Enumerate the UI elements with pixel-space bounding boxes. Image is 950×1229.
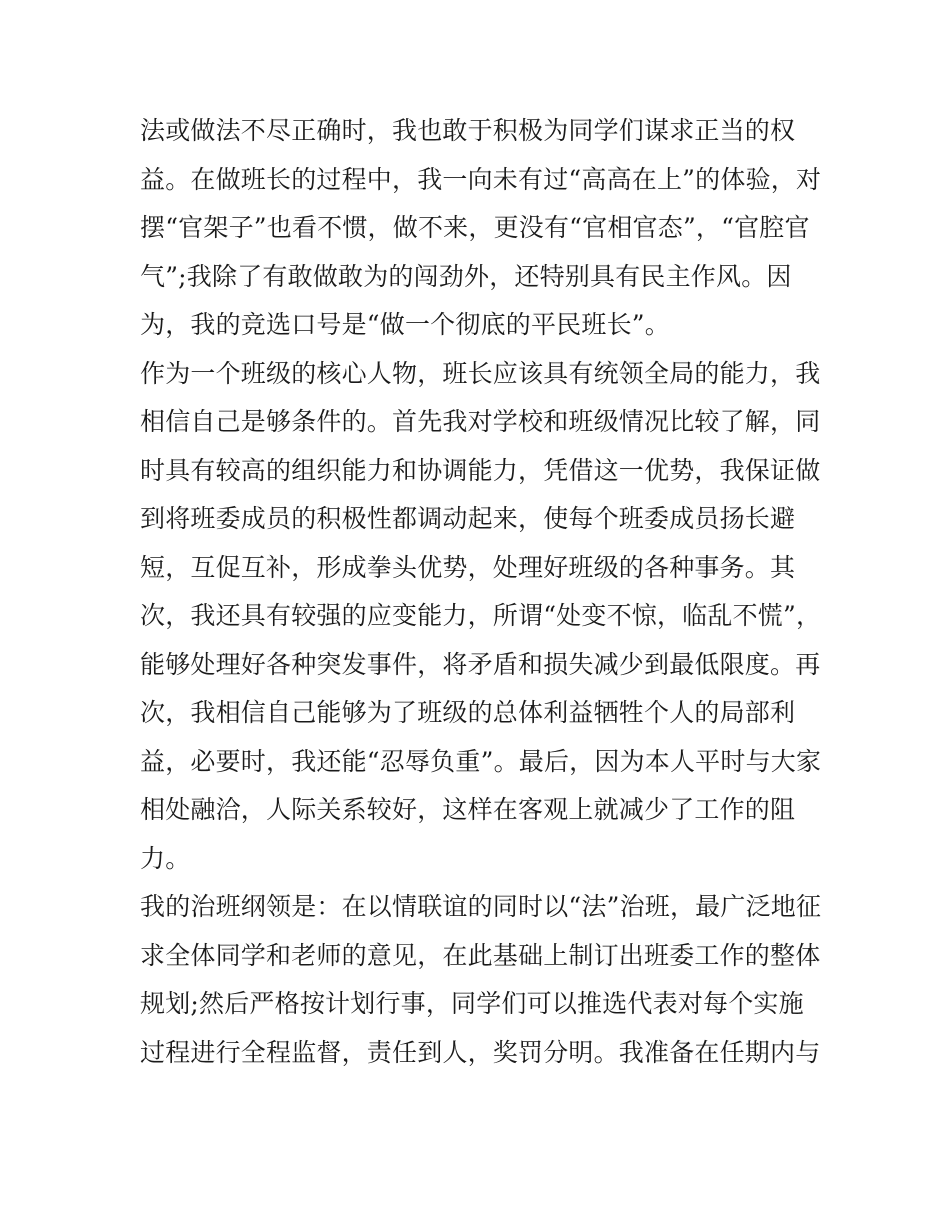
text-line: 作为一个班级的核心人物，班长应该具有统领全局的能力，我 [140, 358, 821, 388]
text-line: 益，必要时，我还能“忍辱负重”。最后，因为本人平时与大家 [140, 746, 822, 776]
text-line: 能够处理好各种突发事件，将矛盾和损失减少到最低限度。再 [140, 649, 821, 679]
text-line: 时具有较高的组织能力和协调能力，凭借这一优势，我保证做 [140, 455, 821, 485]
text-line: 力。 [140, 843, 191, 873]
text-line: 为，我的竞选口号是“做一个彻底的平民班长”。 [140, 310, 670, 339]
text-line: 求全体同学和老师的意见，在此基础上制订出班委工作的整体 [140, 940, 821, 970]
body-text [140, 107, 822, 1077]
text-line: 到将班委成员的积极性都调动起来，使每个班委成员扬长避 [140, 504, 796, 533]
text-line: 益。在做班长的过程中，我一向未有过“高高在上”的体验，对 [140, 164, 822, 194]
text-line: 气”;我除了有敢做敢为的闯劲外，还特别具有民主作风。因 [140, 261, 792, 291]
text-line: 短，互促互补，形成拳头优势，处理好班级的各种事务。其 [140, 552, 796, 582]
text-line: 摆“官架子”也看不惯，做不来，更没有“官相官态”，“官腔官 [140, 213, 810, 242]
text-line: 法或做法不尽正确时，我也敢于积极为同学们谋求正当的权 [140, 116, 796, 145]
text-line: 次，我还具有较强的应变能力，所谓“处变不惊，临乱不慌”， [140, 601, 822, 630]
text-line: 过程进行全程监督，责任到人，奖罚分明。我准备在任期内与 [140, 1037, 821, 1067]
text-line: 相信自己是够条件的。首先我对学校和班级情况比较了解，同 [140, 407, 821, 436]
text-line: 相处融洽，人际关系较好，这样在客观上就减少了工作的阻 [140, 795, 796, 824]
text-line: 我的治班纲领是：在以情联谊的同时以“法”治班，最广泛地征 [140, 892, 822, 921]
text-line: 规划;然后严格按计划行事，同学们可以推选代表对每个实施 [140, 989, 804, 1018]
text-line: 次，我相信自己能够为了班级的总体利益牺牲个人的局部利 [140, 698, 796, 727]
